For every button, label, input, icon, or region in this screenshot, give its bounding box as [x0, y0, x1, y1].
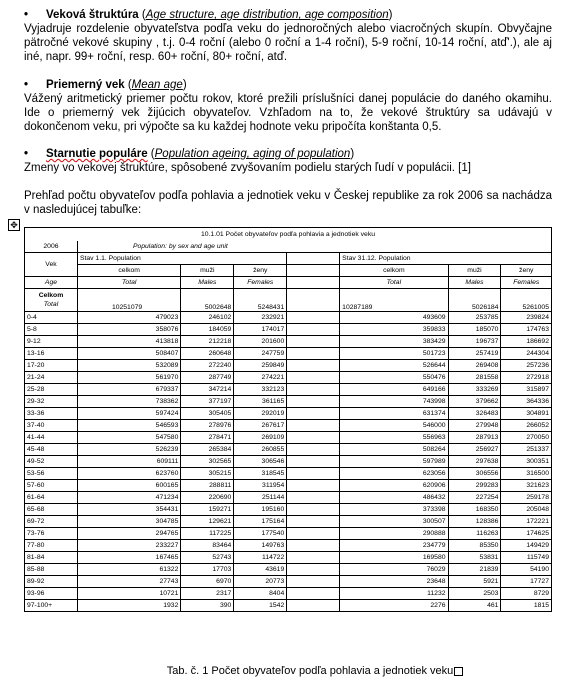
value-cell: 1542: [234, 600, 287, 612]
table-title: 10.1.01 Počet obyvateľov podľa pohlavia a jednotiek veku: [25, 228, 552, 242]
blank-cell: [287, 504, 340, 516]
value-cell: 332123: [234, 384, 287, 396]
header-blank: [287, 253, 340, 265]
table-row: [25, 408, 552, 420]
header-blank: [287, 265, 340, 277]
header-blank: [287, 277, 340, 289]
table-row: [25, 444, 552, 456]
table-row: [25, 588, 552, 600]
value-cell: 361165: [234, 396, 287, 408]
header-stav-2: Stav 31.12. Population: [340, 253, 552, 265]
age-cell: 21-24: [25, 372, 78, 384]
value-cell: 508407: [77, 348, 180, 360]
value-cell: 281558: [448, 372, 501, 384]
value-cell: 174017: [234, 324, 287, 336]
value-cell: 526239: [77, 444, 180, 456]
value-cell: 128386: [448, 516, 501, 528]
age-cell: 65-68: [25, 504, 78, 516]
blank-cell: [287, 384, 340, 396]
header-stav-1: Stav 1.1. Population: [77, 253, 286, 265]
blank-cell: [287, 312, 340, 324]
value-cell: 479023: [77, 312, 180, 324]
value-cell: 287749: [181, 372, 234, 384]
value-cell: 8404: [234, 588, 287, 600]
value-cell: 2317: [181, 588, 234, 600]
value-cell: 486432: [340, 492, 448, 504]
value-cell: 43619: [234, 564, 287, 576]
header-muzi: muži: [181, 265, 234, 277]
blank-cell: [287, 576, 340, 588]
value-cell: 149763: [234, 540, 287, 552]
value-cell: 272240: [181, 360, 234, 372]
value-cell: 305215: [181, 468, 234, 480]
value-cell: 333269: [448, 384, 501, 396]
age-cell: 77-80: [25, 540, 78, 552]
table-row: [25, 576, 552, 588]
value-cell: 257236: [501, 360, 552, 372]
bullet-icon: •: [24, 9, 29, 21]
value-cell: 623760: [77, 468, 180, 480]
section-title-en: Population ageing, aging of population: [154, 148, 351, 160]
section-title: Starnutie populáre: [46, 148, 148, 160]
value-cell: 116263: [448, 528, 501, 540]
table-row: [25, 348, 552, 360]
value-cell: 278471: [181, 432, 234, 444]
header-males: Males: [448, 277, 501, 289]
age-cell: 49-52: [25, 456, 78, 468]
age-cell: 5-8: [25, 324, 78, 336]
table-row: [25, 420, 552, 432]
blank-cell: [287, 456, 340, 468]
value-cell: 297638: [448, 456, 501, 468]
value-cell: 184059: [181, 324, 234, 336]
total-label-sk: Celkom: [38, 292, 64, 299]
value-cell: 256927: [448, 444, 501, 456]
value-cell: 23648: [340, 576, 448, 588]
value-cell: 253785: [448, 312, 501, 324]
table-row: [25, 564, 552, 576]
age-cell: 9-12: [25, 336, 78, 348]
value-cell: 259849: [234, 360, 287, 372]
caption-text: Tab. č. 1 Počet obyvateľov podľa pohlavia a jednotiek veku: [166, 665, 454, 677]
value-cell: 174763: [501, 324, 552, 336]
value-cell: 377197: [181, 396, 234, 408]
value-cell: 620906: [340, 480, 448, 492]
value-cell: 292019: [234, 408, 287, 420]
value-cell: 52743: [181, 552, 234, 564]
value-cell: 246102: [181, 312, 234, 324]
value-cell: 321623: [501, 480, 552, 492]
total-label-en: Total: [43, 301, 59, 308]
header-total: Total: [77, 277, 180, 289]
header-males: Males: [181, 277, 234, 289]
table-year: 2006: [25, 241, 78, 253]
value-cell: 201600: [234, 336, 287, 348]
value-cell: 129621: [181, 516, 234, 528]
table-row: [25, 336, 552, 348]
table-row: [25, 396, 552, 408]
section-title-en: Age structure, age distribution, age composition: [145, 9, 389, 21]
header-celkom: celkom: [77, 265, 180, 277]
blank-cell: [287, 360, 340, 372]
blank-cell: [287, 540, 340, 552]
blank-cell: [287, 432, 340, 444]
value-cell: 172221: [501, 516, 552, 528]
value-cell: 212218: [181, 336, 234, 348]
table-row: [25, 324, 552, 336]
value-cell: 115749: [501, 552, 552, 564]
population-table: [24, 227, 552, 612]
section-title: Veková štruktúra: [46, 9, 139, 21]
intro-paragraph: Prehľad počtu obyvateľov podľa pohlavia a jednotiek veku v Českej republike za rok 2006 sa nachádza v nasledujúcej tabuľke:: [24, 190, 552, 216]
table-row: [25, 528, 552, 540]
header-females: Females: [234, 277, 287, 289]
value-cell: 247759: [234, 348, 287, 360]
blank-cell: [287, 372, 340, 384]
value-cell: 205048: [501, 504, 552, 516]
value-cell: 114722: [234, 552, 287, 564]
total-cell: 5248431: [234, 289, 287, 312]
value-cell: 27743: [77, 576, 180, 588]
value-cell: 354431: [77, 504, 180, 516]
header-zeny: ženy: [234, 265, 287, 277]
value-cell: 318545: [234, 468, 287, 480]
header-zeny: ženy: [501, 265, 552, 277]
value-cell: 54190: [501, 564, 552, 576]
value-cell: 168350: [448, 504, 501, 516]
age-cell: 41-44: [25, 432, 78, 444]
value-cell: 195160: [234, 504, 287, 516]
value-cell: 175164: [234, 516, 287, 528]
value-cell: 5921: [448, 576, 501, 588]
value-cell: 260855: [234, 444, 287, 456]
value-cell: 390: [181, 600, 234, 612]
value-cell: 347214: [181, 384, 234, 396]
value-cell: 461: [448, 600, 501, 612]
section-body-age-structure: Vyjadruje rozdelenie obyvateľstva podľa veku do jednoročných alebo viacročných skupín. Obvyčajne pätročné vekové skupiny , t.j. 0-4 roční (alebo 0 roční a 1-4 roční), 5-9 roční, 10-14 roční, atď'.), ale aj iné, napr. 99+ roční, resp. 60+ roční, 80+ roční, atď.: [24, 23, 552, 63]
value-cell: 269408: [448, 360, 501, 372]
value-cell: 304785: [77, 516, 180, 528]
value-cell: 239824: [501, 312, 552, 324]
age-cell: 0-4: [25, 312, 78, 324]
header-females: Females: [501, 277, 552, 289]
age-cell: 29-32: [25, 396, 78, 408]
value-cell: 76029: [340, 564, 448, 576]
table-row: [25, 552, 552, 564]
value-cell: 300507: [340, 516, 448, 528]
end-mark-icon: [454, 667, 463, 676]
bullet-icon: •: [24, 148, 29, 160]
blank-cell: [287, 516, 340, 528]
value-cell: 493609: [340, 312, 448, 324]
value-cell: 556963: [340, 432, 448, 444]
table-subtitle-row: [25, 241, 552, 253]
table-row: [25, 312, 552, 324]
value-cell: 17727: [501, 576, 552, 588]
value-cell: 609111: [77, 456, 180, 468]
value-cell: 117225: [181, 528, 234, 540]
value-cell: 159271: [181, 504, 234, 516]
value-cell: 20773: [234, 576, 287, 588]
total-cell: 10287189: [340, 289, 448, 312]
value-cell: 294765: [77, 528, 180, 540]
blank-cell: [287, 552, 340, 564]
section-heading-ageing: • Starnutie populáre (Population ageing, aging of population): [24, 148, 355, 160]
value-cell: 169580: [340, 552, 448, 564]
header-vek: Vek: [25, 253, 78, 277]
value-cell: 546593: [77, 420, 180, 432]
value-cell: 53831: [448, 552, 501, 564]
value-cell: 508264: [340, 444, 448, 456]
value-cell: 532089: [77, 360, 180, 372]
value-cell: 177540: [234, 528, 287, 540]
header-muzi: muži: [448, 265, 501, 277]
value-cell: 623056: [340, 468, 448, 480]
value-cell: 358076: [77, 324, 180, 336]
value-cell: 279948: [448, 420, 501, 432]
bullet-icon: •: [24, 79, 29, 91]
value-cell: 83464: [181, 540, 234, 552]
section-title-en: Mean age: [131, 79, 183, 91]
value-cell: 269109: [234, 432, 287, 444]
value-cell: 251337: [501, 444, 552, 456]
value-cell: 227254: [448, 492, 501, 504]
value-cell: 272918: [501, 372, 552, 384]
blank-cell: [287, 480, 340, 492]
value-cell: 316500: [501, 468, 552, 480]
value-cell: 8729: [501, 588, 552, 600]
age-cell: 45-48: [25, 444, 78, 456]
value-cell: 185070: [448, 324, 501, 336]
table-row: [25, 516, 552, 528]
value-cell: 21839: [448, 564, 501, 576]
total-cell: 10251079: [77, 289, 180, 312]
value-cell: 379662: [448, 396, 501, 408]
age-cell: 73-76: [25, 528, 78, 540]
value-cell: 220690: [181, 492, 234, 504]
value-cell: 266052: [501, 420, 552, 432]
section-body-mean-age: Vážený aritmetický priemer počtu rokov, ktoré prežili príslušníci danej populácie do daného okamihu. Ide o priemerný vek žijúcich obyvateľov. Vzhľadom na to, že vekové štruktúry sa udávajú v dokončenom veku, pri výpočte sa ku každej hodnote veku pripočíta konštanta 0,5.: [24, 93, 552, 133]
value-cell: 364336: [501, 396, 552, 408]
value-cell: 743998: [340, 396, 448, 408]
table-row: [25, 456, 552, 468]
blank-cell: [287, 420, 340, 432]
value-cell: 186692: [501, 336, 552, 348]
value-cell: 149429: [501, 540, 552, 552]
age-cell: 89-92: [25, 576, 78, 588]
table-row: [25, 480, 552, 492]
table-subtitle: Population: by sex and age unit: [77, 241, 551, 253]
value-cell: 546000: [340, 420, 448, 432]
age-cell: 37-40: [25, 420, 78, 432]
section-title: Priemerný vek: [46, 79, 125, 91]
value-cell: 471234: [77, 492, 180, 504]
value-cell: 2503: [448, 588, 501, 600]
age-cell: 17-20: [25, 360, 78, 372]
age-cell: 13-16: [25, 348, 78, 360]
age-cell: 61-64: [25, 492, 78, 504]
value-cell: 257419: [448, 348, 501, 360]
value-cell: 649166: [340, 384, 448, 396]
age-cell: 33-36: [25, 408, 78, 420]
value-cell: 6970: [181, 576, 234, 588]
value-cell: 306556: [448, 468, 501, 480]
blank-cell: [287, 468, 340, 480]
age-cell: 69-72: [25, 516, 78, 528]
value-cell: 265384: [181, 444, 234, 456]
value-cell: 383429: [340, 336, 448, 348]
value-cell: 11232: [340, 588, 448, 600]
blank-cell: [287, 444, 340, 456]
value-cell: 267617: [234, 420, 287, 432]
blank-cell: [287, 396, 340, 408]
table-move-handle-icon[interactable]: ✥: [8, 219, 20, 231]
age-cell: 53-56: [25, 468, 78, 480]
value-cell: 550476: [340, 372, 448, 384]
value-cell: 597424: [77, 408, 180, 420]
value-cell: 260648: [181, 348, 234, 360]
total-blank: [287, 289, 340, 312]
section-heading-age-structure: • Veková štruktúra (Age structure, age distribution, age composition): [24, 9, 393, 21]
total-label: [25, 289, 78, 312]
value-cell: 259178: [501, 492, 552, 504]
value-cell: 600165: [77, 480, 180, 492]
header-celkom: celkom: [340, 265, 448, 277]
blank-cell: [287, 564, 340, 576]
table-header-row-1: [25, 253, 552, 265]
blank-cell: [287, 324, 340, 336]
value-cell: 278976: [181, 420, 234, 432]
value-cell: 300351: [501, 456, 552, 468]
blank-cell: [287, 348, 340, 360]
value-cell: 304891: [501, 408, 552, 420]
value-cell: 61322: [77, 564, 180, 576]
table-row: [25, 492, 552, 504]
section-body-ageing: Zmeny vo vekovej štruktúre, spôsobené zvyšovaním podielu starých ľudí v populácii. [1]: [24, 162, 471, 174]
value-cell: 526644: [340, 360, 448, 372]
value-cell: 2276: [340, 600, 448, 612]
value-cell: 738362: [77, 396, 180, 408]
blank-cell: [287, 408, 340, 420]
value-cell: 233227: [77, 540, 180, 552]
value-cell: 302565: [181, 456, 234, 468]
value-cell: 305405: [181, 408, 234, 420]
table-caption: [100, 665, 530, 677]
value-cell: 679337: [77, 384, 180, 396]
age-cell: 93-96: [25, 588, 78, 600]
value-cell: 290888: [340, 528, 448, 540]
table-row: [25, 384, 552, 396]
value-cell: 85350: [448, 540, 501, 552]
value-cell: 359833: [340, 324, 448, 336]
value-cell: 287913: [448, 432, 501, 444]
value-cell: 234779: [340, 540, 448, 552]
value-cell: 631374: [340, 408, 448, 420]
blank-cell: [287, 600, 340, 612]
blank-cell: [287, 588, 340, 600]
value-cell: 288811: [181, 480, 234, 492]
value-cell: 326483: [448, 408, 501, 420]
total-cell: 5002648: [181, 289, 234, 312]
total-cell: 5026184: [448, 289, 501, 312]
value-cell: 501723: [340, 348, 448, 360]
table-row: [25, 540, 552, 552]
blank-cell: [287, 528, 340, 540]
value-cell: 244304: [501, 348, 552, 360]
table-header-row-2: [25, 265, 552, 277]
header-total: Total: [340, 277, 448, 289]
table-title-row: [25, 228, 552, 242]
value-cell: 167465: [77, 552, 180, 564]
total-cell: 5261005: [501, 289, 552, 312]
table-row: [25, 360, 552, 372]
table-row: [25, 600, 552, 612]
value-cell: 10721: [77, 588, 180, 600]
table-row: [25, 372, 552, 384]
value-cell: 1932: [77, 600, 180, 612]
value-cell: 17703: [181, 564, 234, 576]
value-cell: 251144: [234, 492, 287, 504]
value-cell: 299283: [448, 480, 501, 492]
value-cell: 174625: [501, 528, 552, 540]
age-cell: 81-84: [25, 552, 78, 564]
header-age: Age: [25, 277, 78, 289]
blank-cell: [287, 492, 340, 504]
section-heading-mean-age: • Priemerný vek (Mean age): [24, 79, 187, 91]
table-row: [25, 504, 552, 516]
value-cell: 413818: [77, 336, 180, 348]
table-body: [25, 312, 552, 612]
value-cell: 561970: [77, 372, 180, 384]
value-cell: 311954: [234, 480, 287, 492]
value-cell: 1815: [501, 600, 552, 612]
table-row: [25, 468, 552, 480]
table-row: [25, 432, 552, 444]
value-cell: 597989: [340, 456, 448, 468]
value-cell: 306546: [234, 456, 287, 468]
age-cell: 25-28: [25, 384, 78, 396]
value-cell: 274221: [234, 372, 287, 384]
age-cell: 97-100+: [25, 600, 78, 612]
table-header-row-3: [25, 277, 552, 289]
age-cell: 57-60: [25, 480, 78, 492]
table-total-row: [25, 289, 552, 312]
value-cell: 232921: [234, 312, 287, 324]
blank-cell: [287, 336, 340, 348]
value-cell: 270050: [501, 432, 552, 444]
value-cell: 196737: [448, 336, 501, 348]
value-cell: 373398: [340, 504, 448, 516]
age-cell: 85-88: [25, 564, 78, 576]
value-cell: 315897: [501, 384, 552, 396]
value-cell: 547580: [77, 432, 180, 444]
